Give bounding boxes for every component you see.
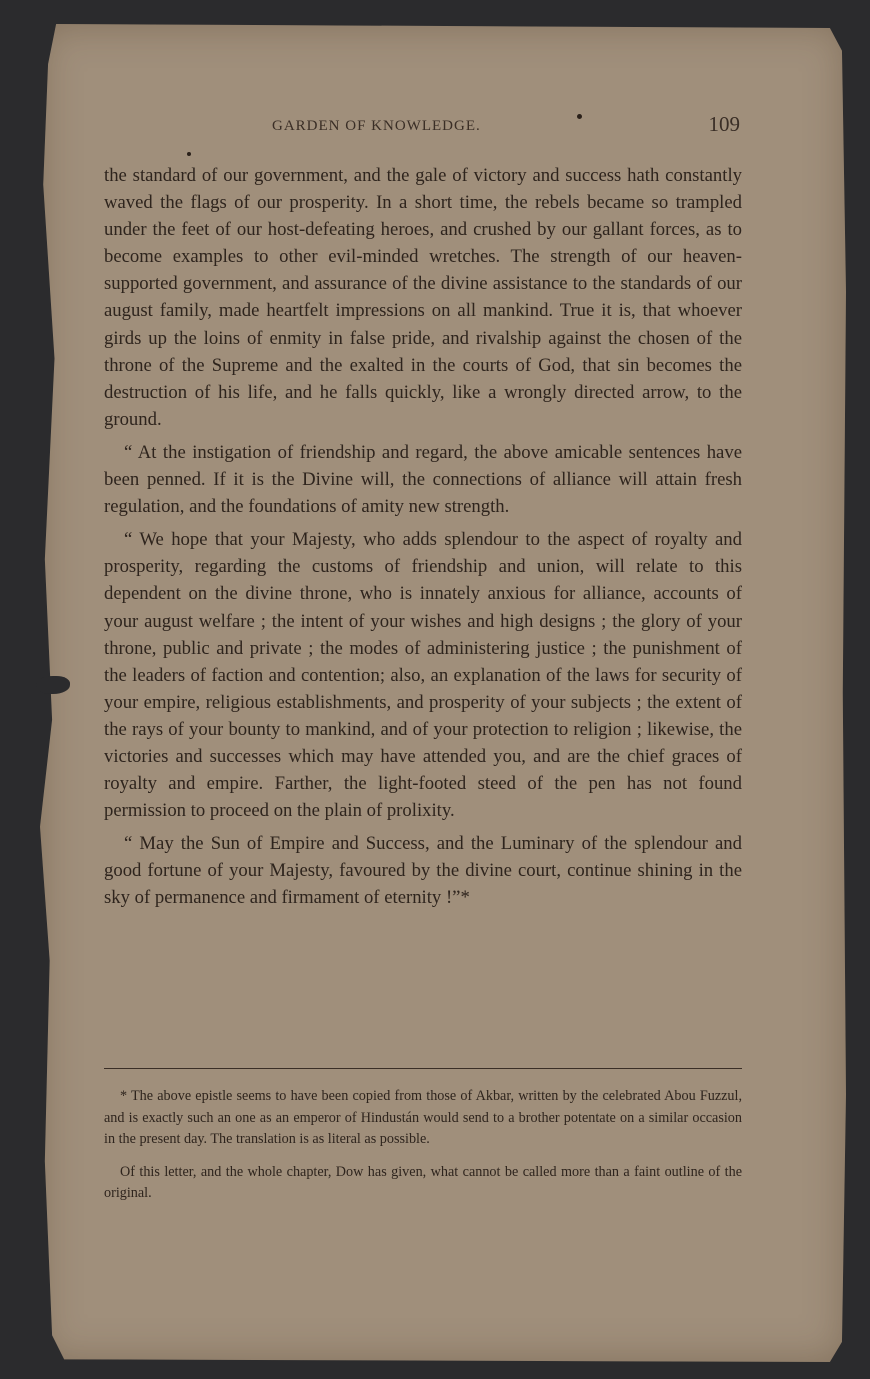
page-number: 109 [708,112,740,136]
ink-speck [577,114,582,119]
main-text [104,162,742,918]
page-header [100,112,740,142]
paragraph-3: “ We hope that your Majesty, who adds splendour to the aspect of royalty and prosperity, regarding the customs of friendship and union, will relate to this dependent on the divine throne, who is innately anxious for alliance, accounts of your august welfare ; the intent of your wishes and high designs ; the glory of your throne, public and private ; the modes of administering justice ; the punishment of the leaders of faction and contention; also, an explanation of the laws for security of your empire, religious establishments, and prosperity of your subjects ; the extent of the rays of your bounty to mankind, and of your protection to religion ; likewise, the victories and successes which may have attended you, and are the chief graces of royalty and empire. Farther, the light-footed steed of the pen has not found permission to proceed on the plain of prolixity. [104,529,742,822]
paragraph-1: the standard of our government, and the gale of victory and success hath constantly waved the flags of our prosperity. In a short time, the rebels became so trampled under the feet of our host-defeating heroes, and crushed by our gallant forces, as to become examples to other evil-minded wretches. The strength of our heaven-supported government, and assurance of the divine assistance to the standards of our august family, made heartfelt impressions on all mankind. True it is, that whoever girds up the loins of enmity in false pride, and rivalship against the chosen of the throne of the Supreme and the exalted in the courts of God, that sin becomes the destruction of his life, and he falls quickly, like a wrongly directed arrow, to the ground. [104,165,742,430]
running-title: GARDEN OF KNOWLEDGE. [272,118,481,134]
footnote-1: * The above epistle seems to have been copied from those of Akbar, written by the celebrated Abou Fuzzul, and is exactly such an one as an emperor of Hindustán would send to a brother potentate on a similar occasion in the present day. The translation is as literal as possible. [104,1088,742,1147]
footnote-rule [104,1068,742,1069]
page-tear [36,676,70,694]
footnote-2: Of this letter, and the whole chapter, Dow has given, what cannot be called more than a faint outline of the original. [104,1163,742,1201]
footnotes [104,1086,742,1216]
ink-speck [187,152,191,156]
paragraph-2: “ At the instigation of friendship and regard, the above amicable sentences have been penned. If it is the Divine will, the connections of alliance will attain fresh regulation, and the foundations of amity new strength. [104,441,742,518]
paragraph-4: “ May the Sun of Empire and Success, and the Luminary of the splendour and good fortune of your Majesty, favoured by the divine court, continue shining in the sky of permanence and firmament of eternity !”* [104,833,742,909]
